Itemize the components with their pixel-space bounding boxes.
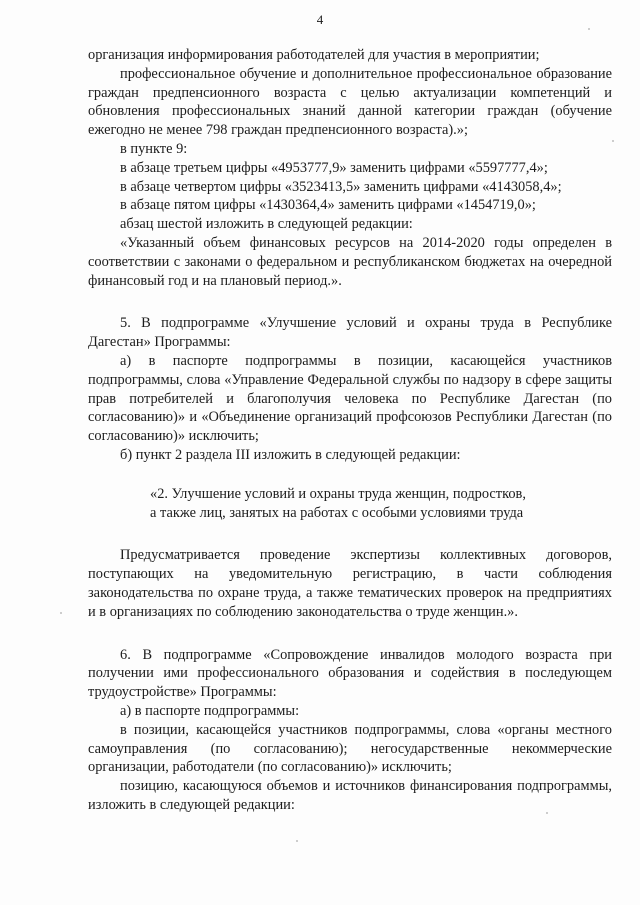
- paragraph: в абзаце пятом цифры «1430364,4» заменить цифрами «1454719,0»;: [120, 197, 536, 214]
- subsection-title-line-2: а также лиц, занятых на работах с особыми условиями труда: [150, 504, 524, 521]
- scan-speck: [296, 840, 298, 842]
- paragraph: «Указанный объем финансовых ресурсов на 2014-2020 годы определен в соответствии с законами о федеральном и республиканском бюджетах на очередной финансовый год и на плановый период.».: [88, 234, 612, 289]
- document-body: [88, 46, 612, 815]
- scan-speck: [612, 140, 614, 142]
- section-heading-5: 5. В подпрограмме «Улучшение условий и охраны труда в Республике Дагестан» Программы:: [88, 315, 612, 351]
- paragraph: б) пункт 2 раздела III изложить в следующей редакции:: [120, 446, 461, 463]
- scan-speck: [60, 612, 62, 614]
- paragraph: Предусматривается проведение экспертизы коллективных договоров, поступающих на уведомительную регистрацию, в части соблюдения законодательства по охране труда, а также тематических проверок на предприятиях и в организациях по соблюдению законодательства о труде женщин.».: [88, 547, 612, 620]
- scan-speck: [546, 812, 548, 814]
- section-heading-6: 6. В подпрограмме «Сопровождение инвалидов молодого возраста при получении ими профессионального образования и содействия в последующем трудоустройстве» Программы:: [88, 646, 612, 701]
- paragraph: в позиции, касающейся участников подпрограммы, слова «органы местного самоуправления (по согласованию); негосударственные некоммерческие организации, работодатели (по согласованию)» исключить;: [88, 721, 612, 776]
- scan-speck: [588, 28, 590, 30]
- paragraph: в абзаце четвертом цифры «3523413,5» заменить цифрами «4143058,4»;: [120, 178, 562, 195]
- page-number: 4: [316, 12, 324, 27]
- paragraph: а) в паспорте подпрограммы в позиции, касающейся участников подпрограммы, слова «Управление Федеральной службы по надзору в сфере защиты прав потребителей и благополучия человека по Республике Дагестан (по согласованию)» и «Объединение организаций профсоюзов Республики Дагестан (по согласованию)» исключить;: [88, 352, 612, 445]
- paragraph: позицию, касающуюся объемов и источников финансирования подпрограммы, изложить в следующей редакции:: [88, 778, 612, 813]
- paragraph: организация информирования работодателей для участия в мероприятии;: [88, 47, 540, 63]
- subsection-title-line-1: «2. Улучшение условий и охраны труда женщин, подростков,: [150, 485, 526, 502]
- paragraph: в абзаце третьем цифры «4953777,9» заменить цифрами «5597777,4»;: [120, 159, 548, 176]
- paragraph: в пункте 9:: [120, 140, 188, 157]
- paragraph: а) в паспорте подпрограммы:: [120, 702, 300, 719]
- paragraph: абзац шестой изложить в следующей редакции:: [120, 216, 413, 233]
- paragraph: профессиональное обучение и дополнительное профессиональное образование граждан предпенсионного возраста с целью актуализации компетенций и обновления профессиональных знаний данной категории граждан (обучение ежегодно не менее 798 граждан предпенсионного возраста).»;: [88, 65, 612, 139]
